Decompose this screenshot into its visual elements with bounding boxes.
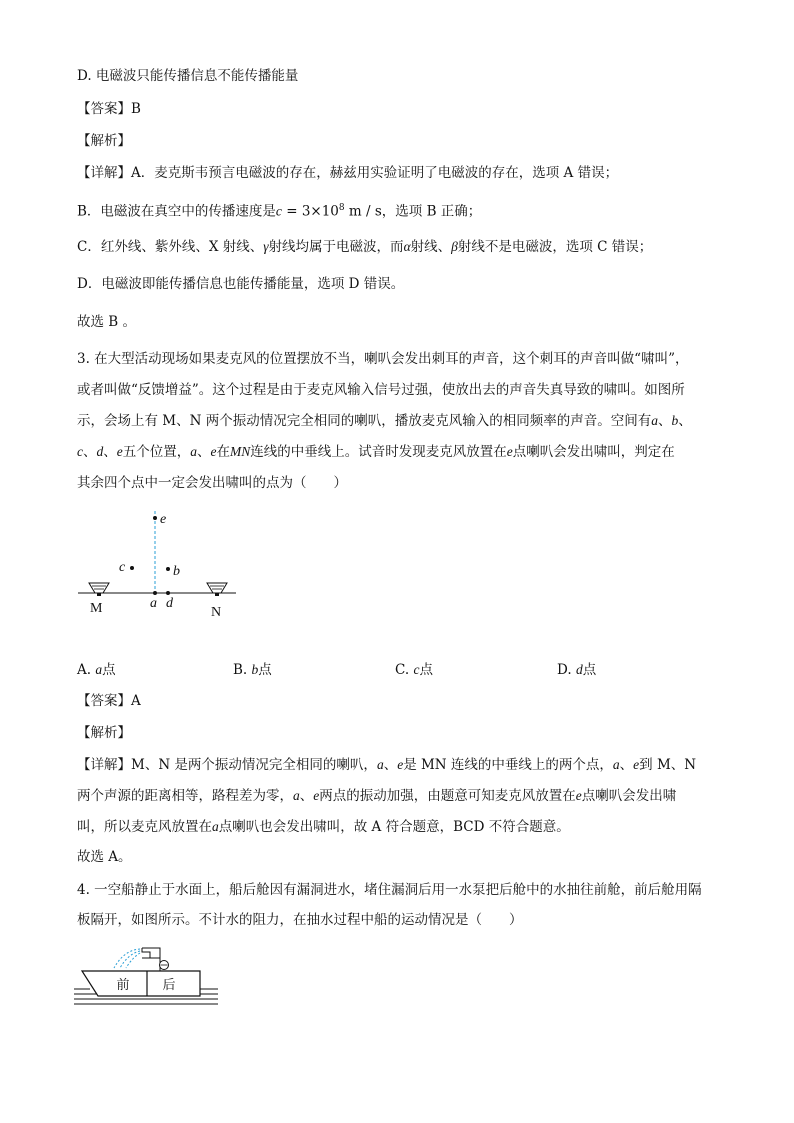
q3-figure — [74, 505, 244, 625]
label-back: 后 — [162, 978, 176, 993]
q4-stem-line2: 板隔开，如图所示。不计水的阻力，在抽水过程中船的运动情况是（ ） — [77, 912, 523, 928]
alpha-symbol: α — [403, 239, 411, 254]
var-e: e — [210, 444, 217, 459]
q3-d3-pre: 叫，所以麦克风放置在 — [77, 819, 212, 835]
q3-stem-line3-pre: 示，会场上有 M、N 两个振动情况完全相同的喇叭，播放麦克风输入的相同频率的声音。空间有 — [77, 413, 652, 429]
pump-pipe — [142, 948, 160, 971]
boat-hull — [82, 971, 200, 996]
q3-d1-post: 到 M、N — [639, 757, 697, 773]
separator: 、 — [103, 444, 117, 460]
speed-symbol: c — [275, 203, 282, 219]
q3-stem-line2: 或者叫做“反馈增益”。这个过程是由于麦克风输入信号过强，使放出去的声音失真导致的啸叫。如图所 — [77, 382, 685, 398]
option-prefix: C. — [395, 662, 414, 678]
separator: 、 — [83, 444, 97, 460]
q3-conclusion: 故选 A。 — [77, 849, 132, 865]
q3-option-c[interactable] — [395, 661, 433, 679]
separator: 、 — [383, 757, 398, 773]
var-a: a — [293, 788, 300, 803]
q3-stem-line4-post: 点喇叭会发出啸叫，判定在 — [512, 444, 675, 460]
q3-d3-post: 点喇叭也会发出啸叫，故 A 符合题意，BCD 不符合题意。 — [218, 819, 570, 835]
q2-detail-b-pre: B．电磁波在真空中的传播速度是 — [77, 203, 276, 220]
q2-detail-c-pre: C．红外线、紫外线、X 射线、 — [77, 239, 264, 255]
option-var: a — [95, 662, 103, 677]
gamma-symbol: γ — [263, 239, 269, 254]
q3-zai: 在 — [216, 444, 230, 460]
var-d: d — [96, 444, 104, 459]
q2-detail-c-mid2: 射线、 — [410, 239, 452, 255]
q2-detail-b — [77, 199, 481, 221]
point-c — [130, 566, 134, 570]
var-a: a — [190, 444, 197, 459]
q2-conclusion: 故选 B 。 — [77, 314, 137, 330]
option-prefix: D. — [557, 662, 576, 678]
q3-option-d[interactable] — [557, 661, 596, 679]
option-var: d — [575, 662, 583, 677]
var-e: e — [313, 788, 320, 803]
water-stream — [114, 949, 140, 968]
label-a: a — [150, 596, 157, 611]
separator: 、 — [197, 444, 211, 460]
var-e: e — [506, 444, 513, 459]
speed-exponent: 8 — [338, 203, 345, 213]
q3-wu: 五个位置， — [122, 444, 191, 460]
q4-stem-line1: 4. 一空船静止于水面上，船后舱因有漏洞进水，堵住漏洞后用一水泵把后舱中的水抽往前舱，前后舱用隔 — [77, 882, 702, 898]
var-a: a — [212, 819, 219, 834]
option-suffix: 点 — [102, 662, 116, 678]
q4-boat-figure — [72, 938, 222, 1013]
q2-detail-c-post: 射线不是电磁波，选项 C 错误； — [457, 239, 653, 255]
q2-detail-c — [77, 238, 652, 256]
q3-d1-pre: 【详解】M、N 是两个振动情况完全相同的喇叭， — [77, 757, 377, 773]
q2-answer: 【答案】B — [77, 101, 141, 117]
q2-analysis-label: 【解析】 — [77, 133, 131, 149]
label-front: 前 — [116, 978, 130, 993]
var-a: a — [376, 757, 384, 772]
label-n: N — [211, 605, 222, 620]
point-d — [166, 591, 170, 595]
option-suffix: 点 — [582, 662, 597, 678]
var-e: e — [575, 788, 582, 803]
separator: 、 — [678, 413, 692, 429]
q3-d2-pre: 两个声源的距离相等，路程差为零， — [77, 788, 293, 804]
q3-detail-line3 — [77, 818, 570, 836]
q3-d1-mid: 是 MN 连线的中垂线上的两个点， — [403, 757, 613, 773]
speed-value: = 3×10 — [281, 203, 339, 220]
q3-stem-line5: 其余四个点中一定会发出啸叫的点为（ ） — [77, 475, 347, 491]
separator: 、 — [299, 788, 314, 804]
var-mn: MN — [230, 444, 251, 459]
label-b: b — [173, 564, 180, 579]
option-prefix: B. — [233, 662, 252, 678]
beta-symbol: β — [451, 239, 458, 254]
var-c: c — [77, 444, 83, 459]
var-b: b — [671, 413, 679, 428]
q3-answer: 【答案】A — [77, 693, 141, 709]
option-var: b — [251, 662, 259, 677]
label-e: e — [160, 512, 167, 527]
speaker-m-icon — [89, 583, 109, 596]
point-e — [153, 516, 157, 520]
option-suffix: 点 — [419, 662, 433, 678]
point-a — [153, 591, 157, 595]
q3-d2-mid: 两点的振动加强，由题意可知麦克风放置在 — [319, 788, 576, 804]
q3-stem-line4-mid: 连线的中垂线上。试音时发现麦克风放置在 — [250, 444, 507, 460]
separator: 、 — [619, 757, 634, 773]
q3-d2-post: 点喇叭会发出啸 — [581, 788, 677, 804]
q3-stem-line1: 3. 在大型活动现场如果麦克风的位置摆放不当，喇叭会发出刺耳的声音，这个刺耳的声音叫做“啸叫”， — [77, 351, 689, 367]
q3-option-b[interactable] — [233, 661, 272, 679]
q3-analysis-label: 【解析】 — [77, 725, 131, 741]
q2-option-d: D. 电磁波只能传播信息不能传播能量 — [77, 68, 299, 84]
var-e: e — [397, 757, 404, 772]
q2-detail-d: D．电磁波即能传播信息也能传播能量，选项 D 错误。 — [77, 276, 405, 292]
q3-detail-line1 — [77, 756, 696, 774]
q3-option-a[interactable] — [77, 661, 116, 679]
q3-detail-line2 — [77, 787, 676, 805]
pump-outlet — [142, 948, 150, 958]
option-suffix: 点 — [258, 662, 272, 678]
q2-detail-c-mid1: 射线均属于电磁波，而 — [268, 239, 404, 255]
label-c: c — [119, 560, 126, 575]
point-b — [166, 567, 170, 571]
var-a: a — [651, 413, 658, 428]
q2-detail-a: 【详解】A．麦克斯韦预言电磁波的存在，赫兹用实验证明了电磁波的存在，选项 A 错误； — [77, 165, 619, 181]
speaker-n-icon — [207, 583, 227, 596]
speed-unit: m / s — [344, 203, 382, 220]
option-prefix: A. — [77, 662, 96, 678]
var-e: e — [116, 444, 123, 459]
q3-stem-line4 — [77, 443, 675, 461]
separator: 、 — [657, 413, 672, 429]
label-d: d — [166, 596, 173, 611]
q3-stem-line3 — [77, 412, 692, 430]
var-e: e — [633, 757, 640, 772]
label-m: M — [90, 601, 103, 616]
option-var: c — [413, 662, 420, 677]
var-a: a — [612, 757, 620, 772]
q2-detail-b-post: ，选项 B 正确； — [381, 203, 482, 220]
